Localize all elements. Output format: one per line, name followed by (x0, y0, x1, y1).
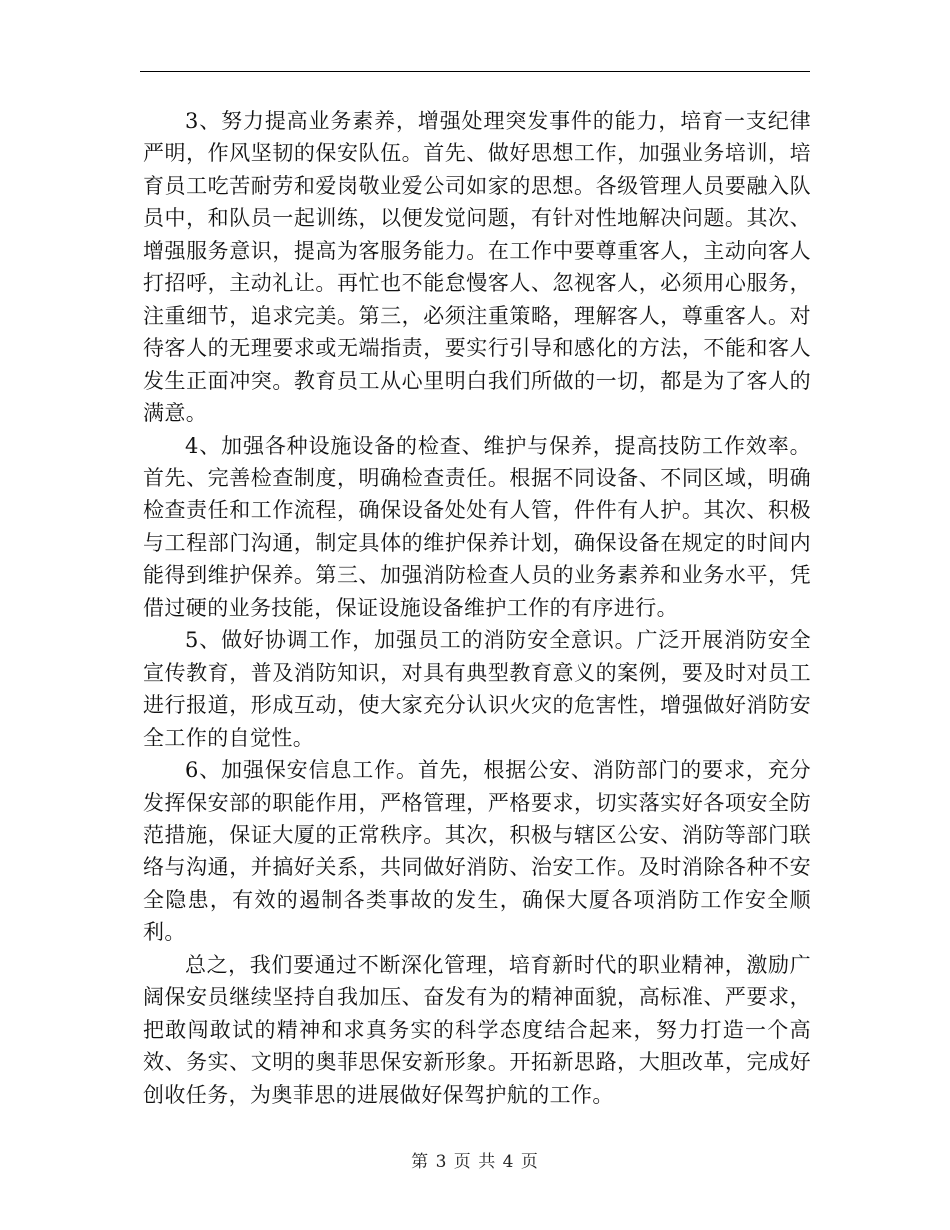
paragraph-summary: 总之，我们要通过不断深化管理，培育新时代的职业精神，激励广阔保安员继续坚持自我加压、奋发有为的精神面貌，高标准、严要求，把敢闯敢试的精神和求真务实的科学态度结合起来，努力打造一个高效、务实、文明的奥菲思保安新形象。开拓新思路，大胆改革，完成好创收任务，为奥菲思的进展做好保驾护航的工作。 (143, 952, 811, 1107)
footer-prefix: 第 (411, 1152, 430, 1172)
document-body (143, 105, 811, 1111)
paragraph-item-4: 4、加强各种设施设备的检查、维护与保养，提高技防工作效率。首先、完善检查制度，明确检查责任。根据不同设备、不同区域，明确检查责任和工作流程，确保设备处处有人管，件件有人护。其次、积极与工程部门沟通，制定具体的维护保养计划，确保设备在规定的时间内能得到维护保养。第三、加强消防检查人员的业务素养和业务水平，凭借过硬的业务技能，保证设施设备维护工作的有序进行。 (143, 433, 811, 620)
page-total: 4 (502, 1152, 515, 1172)
header-rule (140, 71, 810, 72)
page-footer (0, 1147, 950, 1172)
footer-middle: 页 共 (453, 1152, 497, 1172)
paragraph-item-6: 6、加强保安信息工作。首先，根据公安、消防部门的要求，充分发挥保安部的职能作用，严格管理，严格要求，切实落实好各项安全防范措施，保证大厦的正常秩序。其次，积极与辖区公安、消防等部门联络与沟通，并搞好关系，共同做好消防、治安工作。及时消除各种不安全隐患，有效的遏制各类事故的发生，确保大厦各项消防工作安全顺利。 (143, 758, 811, 945)
paragraph-item-5: 5、做好协调工作，加强员工的消防安全意识。广泛开展消防安全宣传教育，普及消防知识，对具有典型教育意义的案例，要及时对员工进行报道，形成互动，使大家充分认识火灾的危害性，增强做好消防安全工作的自觉性。 (143, 628, 811, 750)
footer-suffix: 页 (520, 1152, 539, 1172)
paragraph-item-3: 3、努力提高业务素养，增强处理突发事件的能力，培育一支纪律严明，作风坚韧的保安队伍。首先、做好思想工作，加强业务培训，培育员工吃苦耐劳和爱岗敬业爱公司如家的思想。各级管理人员要融入队员中，和队员一起训练，以便发觉问题，有针对性地解决问题。其次、增强服务意识，提高为客服务能力。在工作中要尊重客人，主动向客人打招呼，主动礼让。再忙也不能怠慢客人、忽视客人，必须用心服务，注重细节，追求完美。第三，必须注重策略，理解客人，尊重客人。对待客人的无理要求或无端指责，要实行引导和感化的方法，不能和客人发生正面冲突。教育员工从心里明白我们所做的一切，都是为了客人的满意。 (143, 109, 811, 426)
page-number: 3 (435, 1152, 448, 1172)
